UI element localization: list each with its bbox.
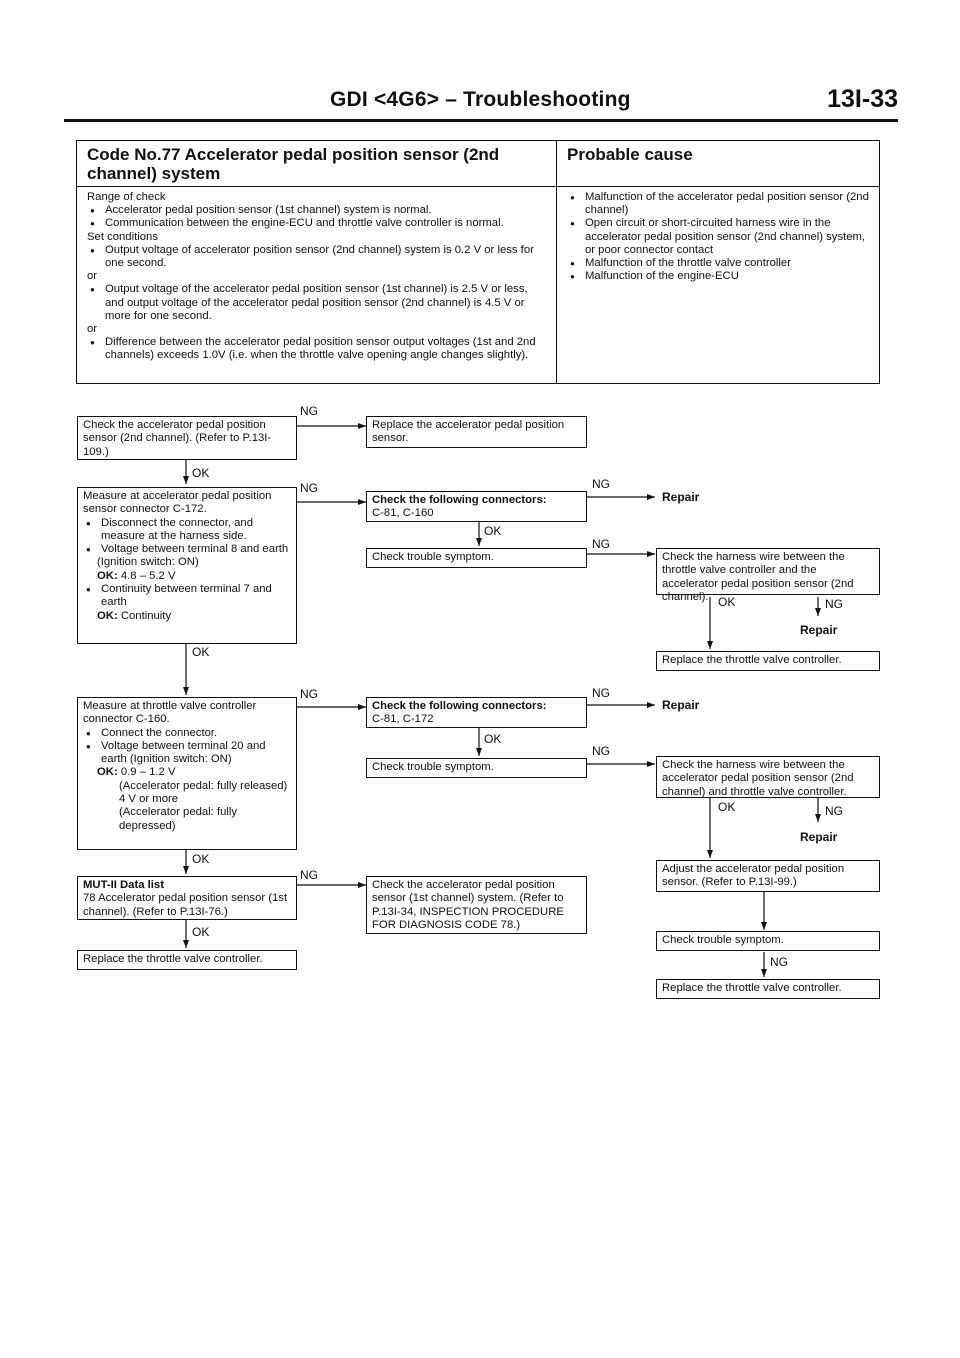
- step-title: Measure at accelerator pedal position sensor connector C-172.: [83, 490, 272, 516]
- cause-item: ● Malfunction of the accelerator pedal position sensor (2nd channel): [567, 191, 869, 217]
- step-mut-data-list: [77, 876, 297, 920]
- page-number: 13I-33: [827, 85, 898, 113]
- ng-label: NG: [300, 687, 318, 701]
- step-check-1st-channel-system: Check the accelerator pedal position sensor (1st channel) system. (Refer to P.13I-34, INSPECTION PROCEDURE FOR DIAGNOSIS CODE 78.): [366, 876, 587, 934]
- ng-label: NG: [825, 804, 843, 818]
- condition-line: or: [87, 270, 98, 283]
- condition-line: Set conditions: [87, 230, 158, 243]
- step-item-detail: (Ignition switch: ON): [97, 556, 199, 569]
- step-title: MUT-II Data list: [83, 879, 164, 891]
- cause-item: ● Malfunction of the throttle valve controller: [567, 257, 869, 270]
- ok-label: OK: [718, 800, 736, 814]
- ng-label: NG: [770, 955, 788, 969]
- step-measure-throttle-connector: [77, 697, 297, 850]
- ng-label: NG: [300, 404, 318, 418]
- ng-label: NG: [592, 537, 610, 551]
- ok-key: OK:: [97, 569, 118, 582]
- step-item: C-81, C-172: [372, 713, 434, 726]
- step-item-detail: (Accelerator pedal: fully released): [119, 779, 288, 792]
- condition-line: ● Accelerator pedal position sensor (1st channel) system is normal.: [87, 204, 547, 217]
- step-item: 78 Accelerator pedal position sensor (1st channel). (Refer to P.13I-76.): [83, 892, 288, 918]
- step-check-trouble-symptom: Check trouble symptom.: [366, 548, 587, 568]
- cause-item: ● Malfunction of the engine-ECU: [567, 270, 869, 283]
- probable-cause-title: Probable cause: [557, 141, 879, 187]
- ok-label: OK: [718, 595, 736, 609]
- ok-label: OK: [192, 925, 210, 939]
- ok-label: OK: [484, 524, 502, 538]
- repair-label: Repair: [800, 830, 838, 844]
- step-title: Check the following connectors:: [372, 494, 547, 506]
- code-title: Code No.77 Accelerator pedal position sensor (2nd channel) system: [77, 141, 556, 187]
- step-check-harness-sensor-to-throttle: Check the harness wire between the accelerator pedal position sensor (2nd channel) and throttle valve controller.: [656, 756, 880, 798]
- step-adjust-sensor: Adjust the accelerator pedal position sensor. (Refer to P.13I-99.): [656, 860, 880, 892]
- step-item-detail: [83, 610, 291, 623]
- repair-label: Repair: [662, 698, 700, 712]
- repair-label: Repair: [662, 490, 700, 504]
- step-replace-throttle-controller: Replace the throttle valve controller.: [656, 651, 880, 671]
- condition-line: ● Output voltage of accelerator position sensor (2nd channel) system is 0.2 V or less for one second.: [87, 244, 547, 270]
- cause-item: ● Open circuit or short-circuited harness wire in the accelerator pedal position sensor (2nd channel) system, or poor connector contact: [567, 217, 869, 257]
- step-check-sensor: Check the accelerator pedal position sensor (2nd channel). (Refer to P.13I-109.): [77, 416, 297, 460]
- condition-line: Range of check: [87, 191, 166, 203]
- repair-label: Repair: [800, 623, 838, 637]
- ok-label: OK: [192, 852, 210, 866]
- ng-label: NG: [300, 481, 318, 495]
- ok-value: Continuity: [120, 609, 172, 622]
- step-check-trouble-symptom: Check trouble symptom.: [656, 931, 880, 951]
- ok-key: OK:: [97, 609, 118, 622]
- step-check-harness-throttle-to-sensor: Check the harness wire between the throttle valve controller and the accelerator pedal position sensor (2nd channel).: [656, 548, 880, 595]
- condition-line: ● Output voltage of the accelerator pedal position sensor (1st channel) is 2.5 V or less, and output voltage of the accelerator pedal position sensor (2nd channel) is 4.5 V or more for one second.: [87, 283, 547, 323]
- ok-label: OK: [192, 466, 210, 480]
- ok-key: OK:: [97, 766, 118, 779]
- condition-line: ● Communication between the engine-ECU and throttle valve controller is normal.: [87, 217, 547, 230]
- step-check-trouble-symptom: Check trouble symptom.: [366, 758, 587, 778]
- ng-label: NG: [592, 686, 610, 700]
- step-replace-throttle-controller: Replace the throttle valve controller.: [77, 950, 297, 970]
- ok-value: 0.9 – 1.2 V: [120, 766, 176, 779]
- step-replace-sensor: Replace the accelerator pedal position sensor.: [366, 416, 587, 448]
- step-item: ● Disconnect the connector, and measure at the harness side.: [83, 517, 291, 544]
- page-header-title: GDI <4G6> – Troubleshooting: [330, 88, 631, 111]
- step-item: ● Connect the connector.: [83, 727, 291, 740]
- step-title: Check the following connectors:: [372, 700, 547, 712]
- step-title: Measure at throttle valve controller connector C-160.: [83, 700, 257, 726]
- ng-label: NG: [592, 477, 610, 491]
- step-item-detail: [83, 570, 291, 583]
- step-item-detail: (Accelerator pedal: fully depressed): [119, 806, 238, 832]
- ng-label: NG: [300, 868, 318, 882]
- ng-label: NG: [592, 744, 610, 758]
- step-item: ● Continuity between terminal 7 and earth: [83, 583, 291, 610]
- condition-line: ● Difference between the accelerator pedal position sensor output voltages (1st and 2nd channels) exceeds 1.0V (i.e. when the throttle valve opening angle changes slightly).: [87, 336, 547, 362]
- step-measure-sensor-connector: [77, 487, 297, 644]
- ok-label: OK: [484, 732, 502, 746]
- step-replace-throttle-controller: Replace the throttle valve controller.: [656, 979, 880, 999]
- step-check-connectors-c81-c172: [366, 697, 587, 728]
- step-item: ● Voltage between terminal 8 and earth: [83, 543, 291, 556]
- ok-label: OK: [192, 645, 210, 659]
- step-item-detail: 4 V or more: [119, 793, 179, 806]
- step-item: C-81, C-160: [372, 507, 434, 520]
- ok-value: 4.8 – 5.2 V: [120, 569, 176, 582]
- step-item: ● Voltage between terminal 20 and earth (Ignition switch: ON): [83, 740, 291, 767]
- step-item-detail: [83, 766, 291, 779]
- condition-line: or: [87, 323, 98, 336]
- ng-label: NG: [825, 597, 843, 611]
- step-check-connectors-c81-c160: [366, 491, 587, 522]
